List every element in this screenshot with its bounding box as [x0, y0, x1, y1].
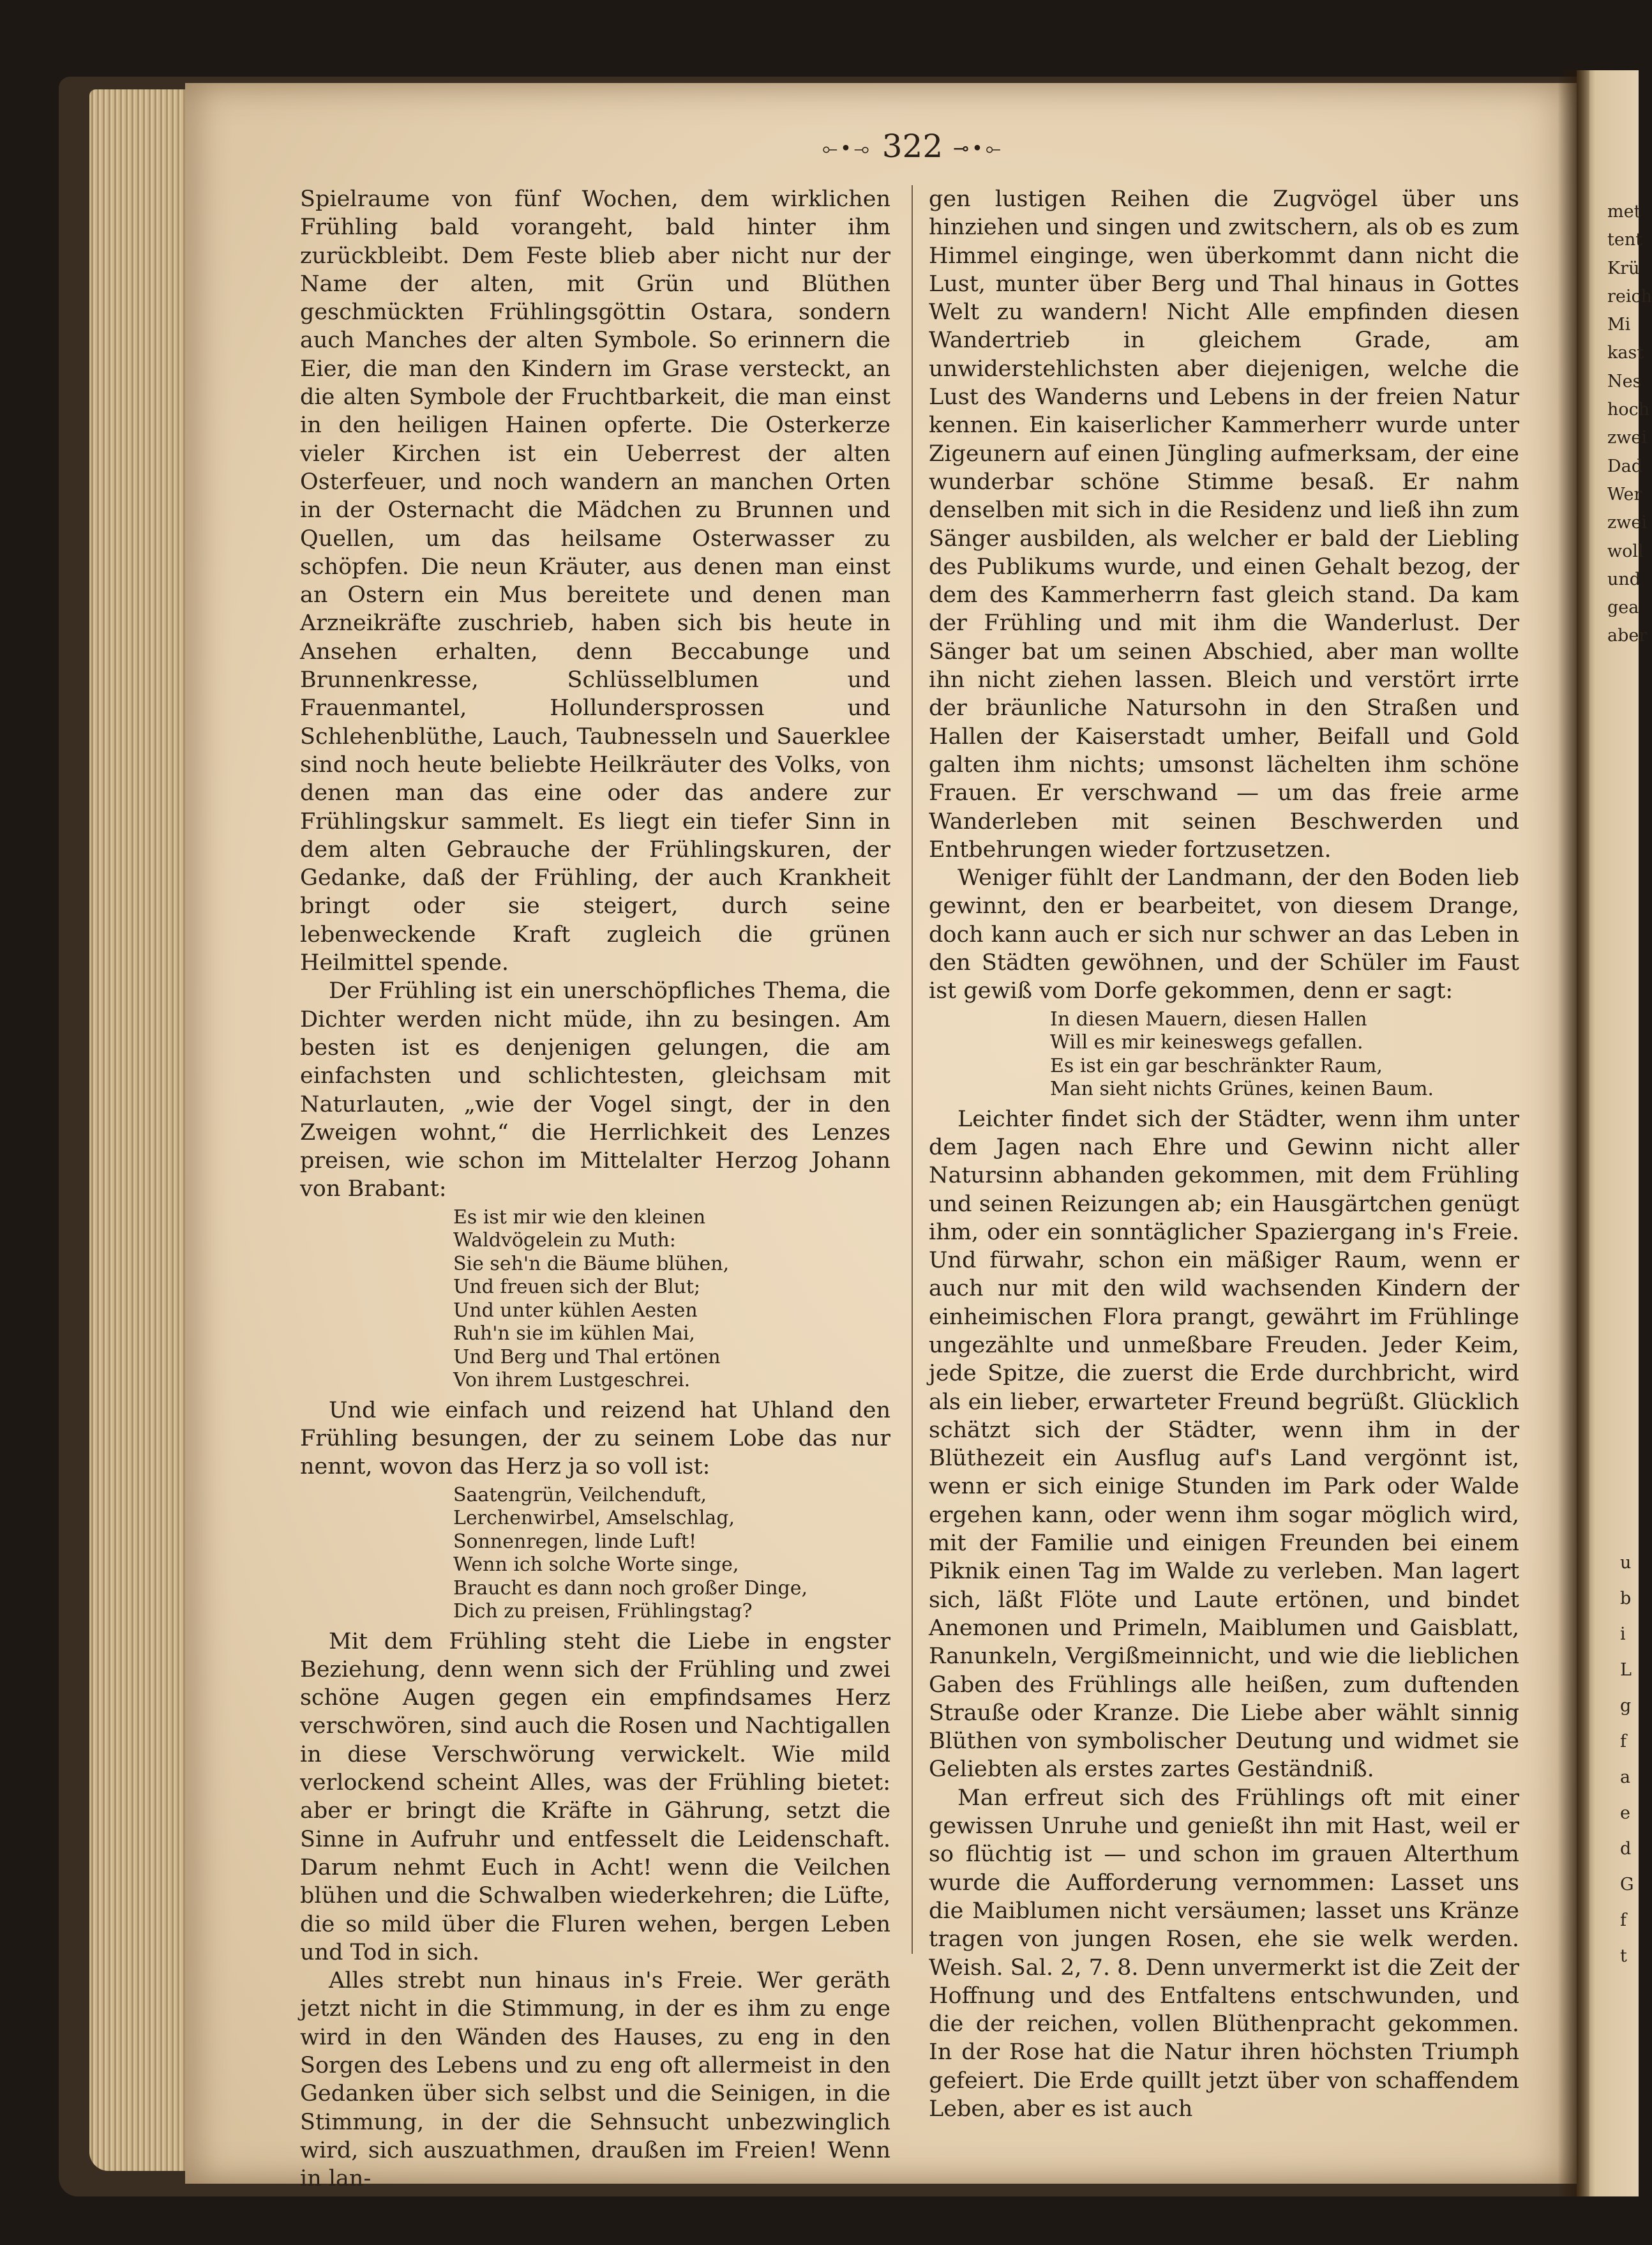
verse-line: Von ihrem Lustgeschrei.: [453, 1369, 691, 1392]
text-fragment: zwei: [1607, 513, 1647, 533]
next-page-text-fragments: [1607, 198, 1652, 651]
right-column: [929, 185, 1519, 2123]
text-fragment: g: [1620, 1696, 1632, 1716]
text-fragment: und: [1607, 569, 1641, 589]
next-page-text-fragments-lower: [1620, 1545, 1639, 1974]
verse-block: [453, 1204, 890, 1396]
header-ornament-right: ⊸•⟜: [953, 137, 1003, 160]
gutter-shadow: [1558, 70, 1589, 2196]
text-fragment: d: [1620, 1839, 1632, 1859]
verse-line: In diesen Mauern, diesen Hallen: [1050, 1008, 1367, 1031]
verse-line: Braucht es dann noch großer Dinge,: [453, 1576, 808, 1599]
text-fragment: gea: [1607, 598, 1639, 618]
paragraph: Alles strebt nun hinaus in's Freie. Wer geräth jetzt nicht in die Stimmung, in der es ihm zu enge wird in den Wänden des Hauses, zu eng in den Sorgen des Lebens und zu eng oft allermeist in den Gedanken über sich selbst und die Seinigen, in die Stimmung, in der die Sehnsucht unbezwinglich wird, sich auszuathmen, draußen im Freien! Wenn in lan-: [300, 1968, 890, 2192]
text-fragment: i: [1620, 1624, 1626, 1644]
text-fragment: Wer: [1607, 484, 1642, 504]
verse-line: Dich zu preisen, Frühlingstag?: [453, 1600, 753, 1623]
text-fragment: u: [1620, 1553, 1632, 1573]
text-fragment: woll: [1607, 541, 1644, 561]
text-fragment: zwei: [1607, 428, 1647, 448]
header-ornament-left: ⟜•⊸: [822, 137, 872, 160]
verse-line: Lerchenwirbel, Amselschlag,: [453, 1507, 735, 1530]
paragraph: Weniger fühlt der Landmann, der den Boden lieb gewinnt, den er bearbeitet, von diesem Drange, doch kann auch er sich nur schwer an das Leben in den Städten gewöhnen, und der Schüler im Faust ist gewiß vom Dorfe gekommen, denn er sagt:: [929, 865, 1519, 1004]
verse-line: Und unter kühlen Aesten: [453, 1299, 698, 1322]
text-fragment: met: [1607, 202, 1641, 222]
text-fragment: Krü: [1607, 258, 1640, 278]
text-fragment: kast: [1607, 343, 1644, 363]
verse-line: Saatengrün, Veilchenduft,: [453, 1483, 707, 1506]
paragraph: Man erfreut sich des Frühlings oft mit einer gewissen Unruhe und genießt ihn mit Hast, weil er so flüchtig ist — und schon im grauen Alterthum wurde die Aufforderung vernommen: Lasset uns die Maiblumen nicht versäumen; lasset uns Kränze tragen von jungen Rosen, ehe sie welk werden. Weish. Sal. 2, 7. 8. Denn unvermerkt ist die Zeit der Hoffnung und des Entfaltens entschwunden, und die der reichen, vollen Blüthenpracht gekommen. In der Rose hat die Natur ihren höchsten Triumph gefeiert. Die Erde quillt jetzt über von schaffendem Leben, aber es ist auch: [929, 1785, 1519, 2122]
text-fragment: G: [1620, 1875, 1634, 1894]
text-fragment: hoch: [1607, 400, 1650, 420]
verse-line: Sie seh'n die Bäume blühen,: [453, 1252, 730, 1275]
page-header: [785, 128, 1040, 165]
text-fragment: f: [1620, 1910, 1626, 1930]
column-divider: [912, 185, 913, 1954]
text-fragment: reich: [1607, 286, 1652, 306]
text-fragment: Dad: [1607, 456, 1643, 476]
paragraph: gen lustigen Reihen die Zugvögel über uns hinziehen und singen und zwitschern, als ob es zum Himmel einginge, wen überkommt dann nicht die Lust, munter über Berg und Thal hinaus in Gottes Welt zu wandern! Nicht Alle empfinden diesen Wandertrieb in gleichem Grade, am unwiderstehlichsten aber diejenigen, welche die Lust des Wanderns und Lebens in der freien Natur kennen. Ein kaiserlicher Kammerherr wurde unter Zigeunern auf einen Jüngling aufmerksam, der eine wunderbar schöne Stimme besaß. Er nahm denselben mit sich in die Residenz und ließ ihn zum Sänger ausbilden, als welcher er bald der Liebling des Publikums wurde, und einen Gehalt bezog, der dem des Kammerherrn fast gleich stand. Da kam der Frühling und mit ihm die Wanderlust. Der Sänger bat um seinen Abschied, aber man wollte ihn nicht ziehen lassen. Bleich und verstört irrte der bräunliche Natursohn in den Straßen und Hallen der Kaiserstadt umher, Beifall und Gold galten ihm nichts; umsonst lächelten ihm schöne Frauen. Er verschwand — um das freie arme Wanderleben mit seinen Beschwerden und Entbehrungen wieder fortzusetzen.: [929, 186, 1519, 863]
paragraph: Spielraume von fünf Wochen, dem wirklichen Frühling bald vorangeht, bald hinter ihm zurückbleibt. Dem Feste blieb aber nicht nur der Name der alten, mit Grün und Blüthen geschmückten Frühlingsgöttin Ostara, sondern auch Manches der alten Symbole. So erinnern die Eier, die man den Kindern im Grase versteckt, an die alten Symbole der Fruchtbarkeit, die man einst in den heiligen Hainen opferte. Die Osterkerze vieler Kirchen ist ein Ueberrest der alten Osterfeuer, und noch wandern an manchen Orten in der Osternacht die Mädchen zu Brunnen und Quellen, um das heilsame Osterwasser zu schöpfen. Die neun Kräuter, aus denen man einst an Ostern ein Mus bereitete und denen man Arzneikräfte zuschrieb, haben sich bis heute in Ansehen erhalten, denn Beccabunge und Brunnenkresse, Schlüsselblumen und Frauenmantel, Hollundersprossen und Schlehenblüthe, Lauch, Taubnesseln und Sauerklee sind noch heute beliebte Heilkräuter des Volks, von denen man das eine oder das andere zur Frühlingskur sammelt. Es liegt ein tiefer Sinn in dem alten Gebrauche der Frühlingskuren, der Gedanke, daß der Frühling, der auch Krankheit bringt oder sie steigert, durch seine lebenweckende Kraft zugleich die grünen Heilmittel spende.: [300, 186, 890, 976]
paragraph: Der Frühling ist ein unerschöpfliches Thema, die Dichter werden nicht müde, ihn zu besingen. Am besten ist es denjenigen gelungen, die am einfachsten und schlichtesten, gleichsam mit Naturlauten, „wie der Vogel singt, der in den Zweigen wohnt,“ die Herrlichkeit des Lenzes preisen, wie schon im Mittelalter Herzog Johann von Brabant:: [300, 978, 890, 1202]
paragraph: Leichter findet sich der Städter, wenn ihm unter dem Jagen nach Ehre und Gewinn nicht aller Natursinn abhanden gekommen, mit dem Frühling und seinen Reizungen ab; ein Hausgärtchen genügt ihm, oder ein sonntäglicher Spaziergang in's Freie. Und fürwahr, schon ein mäßiger Raum, wenn er auch nur mit den wild wachsenden Kindern der einheimischen Flora prangt, gewährt im Frühlinge ungezählte und unmeßbare Freuden. Jeder Keim, jede Spitze, die zuerst die Erde durchbricht, wird als ein lieber, erwarteter Freund begrüßt. Glücklich schätzt sich der Städter, wenn ihm in der Blüthezeit ein Ausflug auf's Land vergönnt ist, wenn er sich einige Stunden im Park oder Walde ergehen kann, oder wenn ihm sogar möglich wird, mit der Familie und einigen Freunden bei einem Piknik einen Tag im Walde zu verleben. Man lagert sich, läßt Flöte und Laute ertönen, und bindet Anemonen und Primeln, Maiblumen und Gaisblatt, Ranunkeln, Vergißmeinnicht, und wie die lieblichen Gaben des Frühlings alle heißen, zum duftenden Strauße oder Kranze. Die Liebe aber wählt sinnig Blüthen von symbolischer Deutung und widmet sie Geliebten als erstes zartes Geständniß.: [929, 1106, 1519, 1783]
paragraph: Und wie einfach und reizend hat Uhland den Frühling besungen, der zu seinem Lobe das nur nennt, wovon das Herz ja so voll ist:: [300, 1397, 890, 1480]
text-fragment: t: [1620, 1946, 1627, 1966]
text-fragment: L: [1620, 1660, 1632, 1680]
verse-line: Waldvögelein zu Muth:: [453, 1229, 676, 1252]
verse-line: Man sieht nichts Grünes, keinen Baum.: [1050, 1078, 1434, 1101]
text-fragment: Nes: [1607, 371, 1642, 391]
text-fragment: Mi: [1607, 315, 1631, 335]
verse-block: [1050, 1006, 1519, 1105]
text-fragment: f: [1620, 1732, 1626, 1751]
verse-block: [453, 1481, 890, 1628]
left-column: [300, 185, 890, 2193]
verse-line: Ruh'n sie im kühlen Mai,: [453, 1322, 695, 1345]
page-edges: [89, 89, 191, 2171]
verse-line: Wenn ich solche Worte singe,: [453, 1553, 739, 1576]
verse-line: Will es mir keineswegs gefallen.: [1050, 1031, 1363, 1054]
verse-line: Es ist ein gar beschränkter Raum,: [1050, 1054, 1383, 1077]
verse-line: Es ist mir wie den kleinen: [453, 1206, 706, 1228]
paragraph: Mit dem Frühling steht die Liebe in engster Beziehung, denn wenn sich der Frühling und zwei schöne Augen gegen ein empfindsames Herz verschwören, sind auch die Rosen und Nachtigallen in diese Verschwörung verwickelt. Wie mild verlockend scheint Alles, was der Frühling bietet: aber er bringt die Kräfte in Gährung, setzt die Sinne in Aufruhr und entfesselt die Leidenschaft. Darum nehmt Euch in Acht! wenn die Veilchen blühen und die Schwalben wiederkehren; die Lüfte, die so mild über die Fluren wehen, bergen Leben und Tod in sich.: [300, 1628, 890, 1965]
text-fragment: aber: [1607, 626, 1648, 646]
text-fragment: a: [1620, 1767, 1631, 1787]
text-fragment: e: [1620, 1803, 1630, 1823]
page-number: 322: [882, 128, 943, 165]
text-fragment: tent: [1607, 230, 1643, 250]
verse-line: Und freuen sich der Blut;: [453, 1276, 701, 1299]
verse-line: Und Berg und Thal ertönen: [453, 1345, 721, 1368]
text-fragment: b: [1620, 1589, 1632, 1608]
verse-line: Sonnenregen, linde Luft!: [453, 1530, 697, 1553]
